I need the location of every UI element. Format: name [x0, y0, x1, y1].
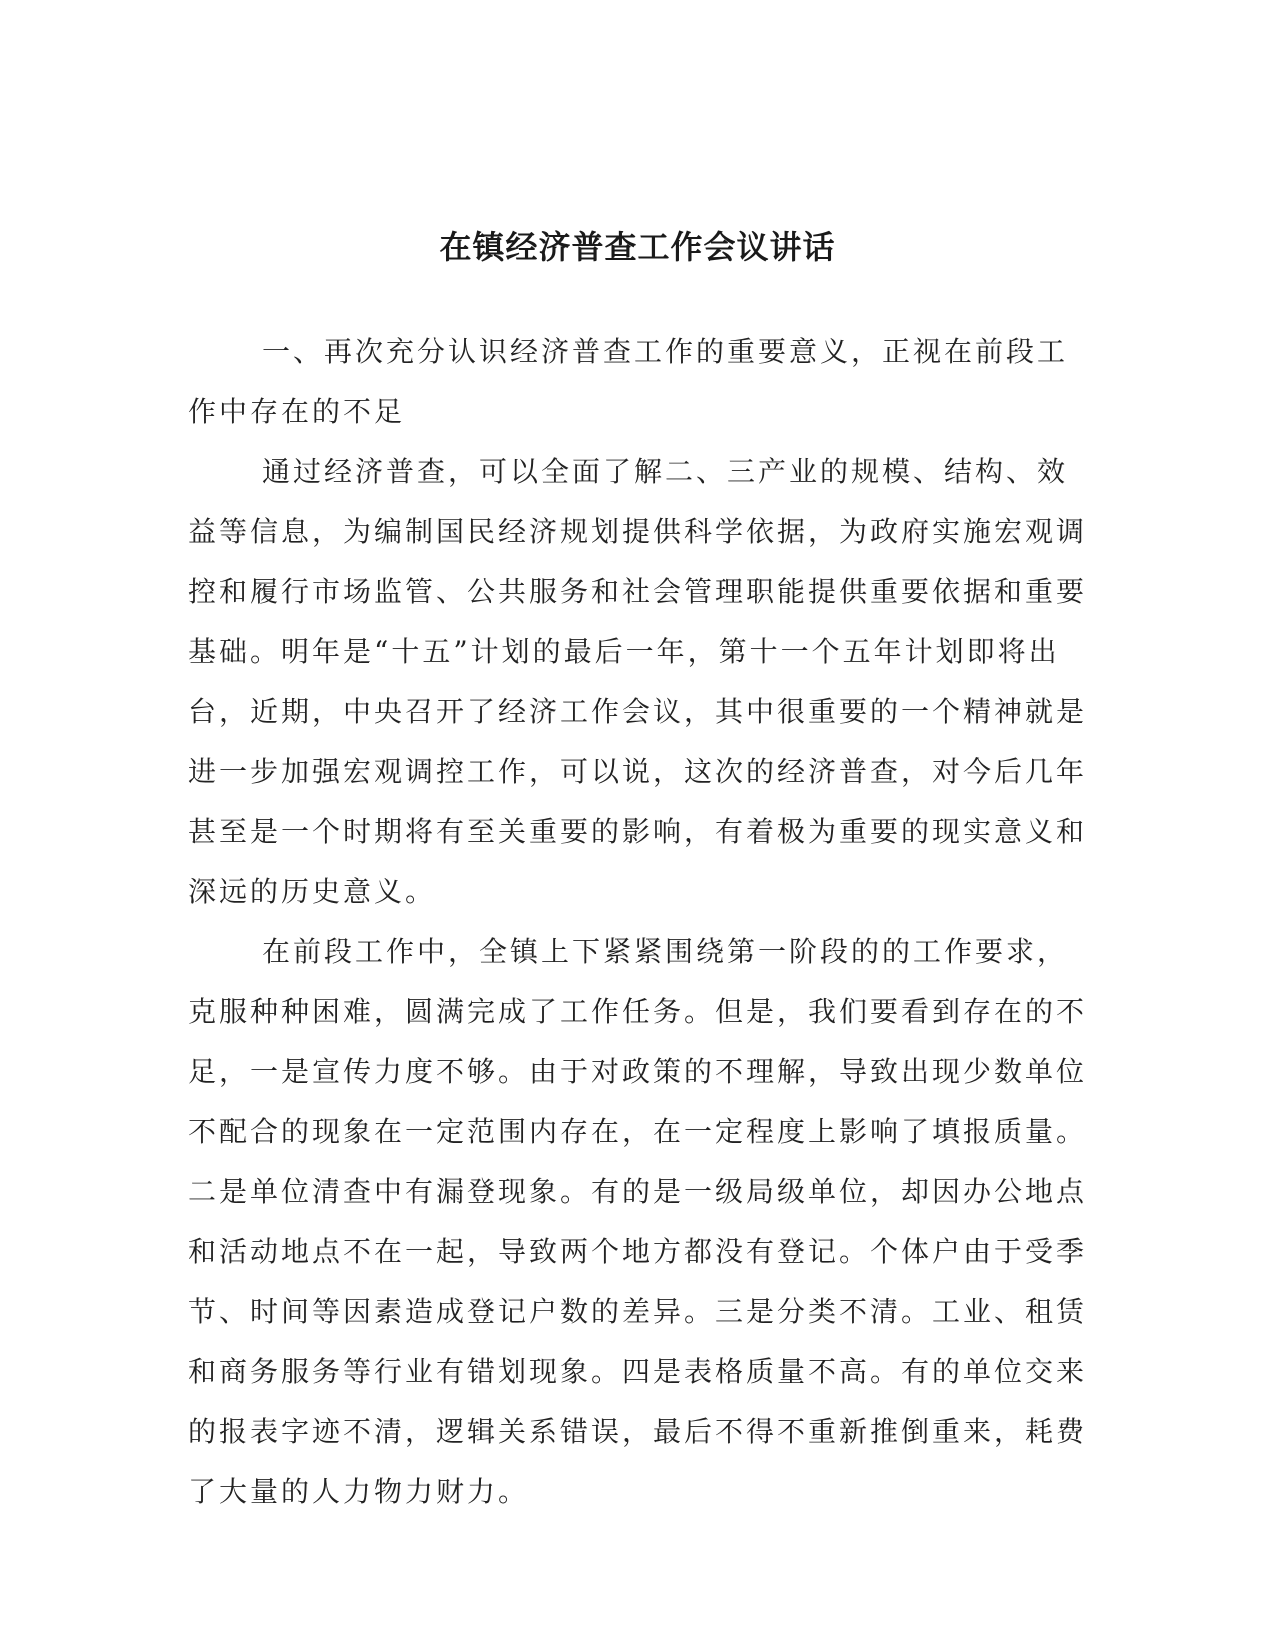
document-title: 在镇经济普查工作会议讲话: [439, 228, 836, 267]
body-paragraph-significance: 通过经济普查，可以全面了解二、三产业的规模、结构、效益等信息，为编制国民经济规划提供科学依据，为政府实施宏观调控和履行市场监管、公共服务和社会管理职能提供重要依据和重要基础。明年是“十五”计划的最后一年，第十一个五年计划即将出台，近期，中央召开了经济工作会议，其中很重要的一个精神就是进一步加强宏观调控工作，可以说，这次的经济普查，对今后几年甚至是一个时期将有至关重要的影响，有着极为重要的现实意义和深远的历史意义。: [188, 455, 1088, 908]
document-body: [188, 322, 1088, 1522]
body-paragraph-shortcomings: 在前段工作中，全镇上下紧紧围绕第一阶段的的工作要求，克服种种困难，圆满完成了工作任务。但是，我们要看到存在的不足，一是宣传力度不够。由于对政策的不理解，导致出现少数单位不配合的现象在一定范围内存在，在一定程度上影响了填报质量。二是单位清查中有漏登现象。有的是一级局级单位，却因办公地点和活动地点不在一起，导致两个地方都没有登记。个体户由于受季节、时间等因素造成登记户数的差异。三是分类不清。工业、租赁和商务服务等行业有错划现象。四是表格质量不高。有的单位交来的报表字迹不清，逻辑关系错误，最后不得不重新推倒重来，耗费了大量的人力物力财力。: [188, 935, 1088, 1508]
section-heading-paragraph: 一、再次充分认识经济普查工作的重要意义，正视在前段工作中存在的不足: [188, 335, 1069, 428]
